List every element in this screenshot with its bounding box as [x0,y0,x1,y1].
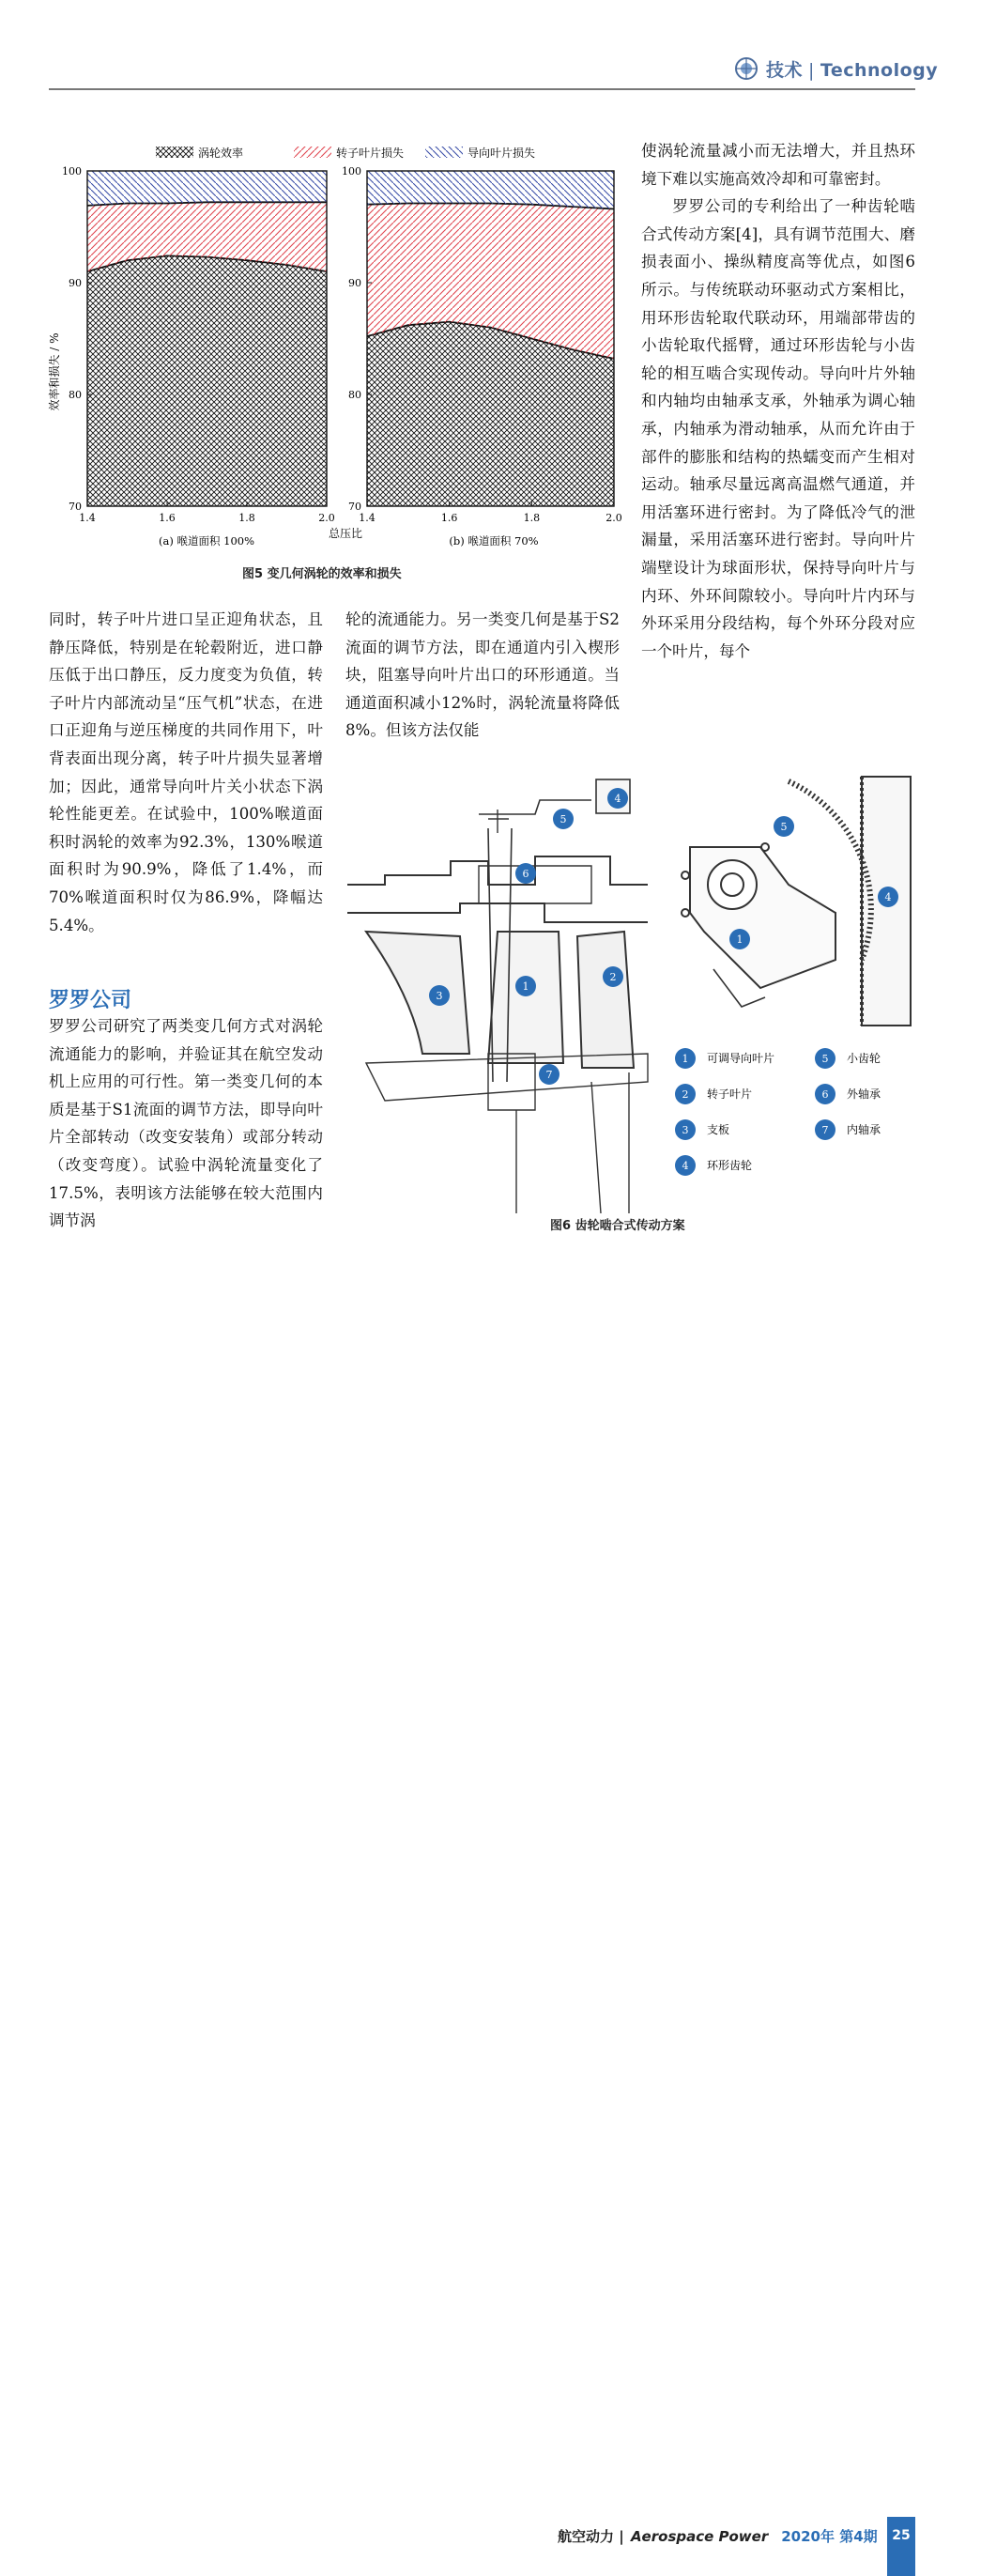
x-tick-label: 1.8 [238,512,255,524]
svg-text:1: 1 [736,933,743,946]
y-tick-label: 100 [62,165,82,177]
footer-journal: 航空动力 | Aerospace Power 2020年 第4期 [558,2528,878,2545]
section-title: 罗罗公司 [49,989,132,1012]
svg-text:4: 4 [614,793,621,805]
svg-text:3: 3 [682,1124,689,1136]
legend-item-7 [815,1119,881,1140]
svg-text:内轴承: 内轴承 [847,1123,881,1136]
figure-5-panel-b-label: (b) 喉道面积 70% [449,534,539,548]
figure-6 [347,772,915,1213]
y-tick-label: 70 [69,501,82,513]
x-tick-label: 1.6 [440,512,458,524]
marker-7-left [539,1064,559,1085]
figure-5-chart [45,137,627,560]
figure-5-xlabel: 总压比 [328,527,363,540]
marker-2-left [603,966,623,987]
svg-text:6: 6 [522,868,529,880]
legend-item-6 [815,1084,881,1104]
x-tick-label: 1.8 [523,512,541,524]
y-tick-label: 70 [348,501,361,513]
legend-label-rotor: 转子叶片损失 [336,147,405,160]
guide-loss-area [87,171,327,206]
svg-text:转子叶片: 转子叶片 [707,1087,753,1101]
legend-swatch-rotor [294,147,331,158]
column-left-paragraph-1: 同时，转子叶片进口呈正迎角状态，且静压降低，特别是在轮毂附近，进口静压低于出口静压，反力度变为负值，转子叶片内部流动呈“压气机”状态，在进口正迎角与逆压梯度的共同作用下，叶背表面出现分离，转子叶片损失显著增加；因此，通常导向叶片关小状态下涡轮性能更差。在试验中，100%喉道面积时涡轮的效率为92.3%，130%喉道面积时为90.9%，降低了1.4%，而70%喉道面积时仅为86.9%，降幅达5.4%。 [49,610,323,934]
header-section-en: Technology [820,60,939,81]
column-right [641,137,915,665]
x-tick-label: 1.4 [79,512,96,524]
marker-1-right [729,929,750,949]
legend-label-guide: 导向叶片损失 [468,147,536,160]
x-tick-label: 2.0 [605,512,622,524]
marker-5-left [553,809,574,829]
footer-issue: 2020年 第4期 [781,2528,878,2545]
svg-text:3: 3 [436,990,443,1002]
figure-5-caption: 图5 变几何涡轮的效率和损失 [242,567,402,581]
svg-text:可调导向叶片: 可调导向叶片 [707,1052,775,1065]
x-tick-label: 1.6 [159,512,176,524]
x-tick-label: 1.4 [359,512,376,524]
svg-text:6: 6 [821,1088,829,1101]
header-rule [49,88,915,90]
y-tick-label: 100 [342,165,361,177]
marker-3-left [429,985,450,1006]
svg-text:5: 5 [821,1053,829,1065]
column-left-top [49,606,323,939]
figure-6-gear-mechanism [682,777,911,1026]
figure-6-legend [675,1048,881,1176]
legend-label-efficiency: 涡轮效率 [198,147,244,160]
svg-text:外轴承: 外轴承 [847,1087,881,1101]
marker-5-right [774,816,794,837]
svg-text:5: 5 [780,821,788,833]
column-left-paragraph-2: 罗罗公司研究了两类变几何方式对涡轮流通能力的影响，并验证其在航空发动机上应用的可行性。第一类变几何的本质是基于S1流面的调节方法，即导向叶片全部转动（改变安装角）或部分转动（改变弯度）。试验中涡轮流量变化了17.5%，表明该方法能够在较大范围内调节涡 [49,1017,323,1230]
legend-swatch-efficiency [156,147,193,158]
column-right-paragraph-1: 使涡轮流量减小而无法增大，并且热环境下难以实施高效冷却和可靠密封。 [641,142,915,188]
svg-text:环形齿轮: 环形齿轮 [707,1159,753,1172]
svg-text:1: 1 [682,1053,689,1065]
marker-6-left [515,863,536,884]
legend-swatch-guide [425,147,463,158]
y-tick-label: 80 [348,389,361,401]
y-tick-label: 90 [69,277,82,289]
page-footer [0,1258,981,2545]
svg-text:7: 7 [545,1069,553,1081]
svg-text:支板: 支板 [707,1123,730,1136]
legend-item-5 [815,1048,881,1069]
marker-1-left [515,976,536,996]
svg-text:4: 4 [682,1160,689,1172]
y-tick-label: 90 [348,277,361,289]
marker-4-right [878,887,898,907]
legend-item-4 [675,1155,752,1176]
page-number: 25 [887,2517,915,2576]
figure-5-panel-b [342,165,622,524]
figure-5-legend [156,146,535,160]
legend-item-2 [675,1084,752,1104]
legend-item-1 [675,1048,774,1069]
marker-4-left [607,788,628,809]
figure-5-panel-a-label: (a) 喉道面积 100% [158,534,255,548]
svg-text:7: 7 [821,1124,829,1136]
header-section: 技术 | Technology [766,60,939,81]
svg-text:1: 1 [522,980,529,993]
figure-5-ylabel: 效率和损失 / % [48,332,61,411]
column-middle-paragraph: 轮的流通能力。另一类变几何是基于S2流面的调节方法，即在通道内引入楔形块，阻塞导向叶片出口的环形通道。当通道面积减小12%时，涡轮流量将降低8%。但该方法仅能 [345,610,620,740]
svg-text:2: 2 [609,971,617,983]
figure-6-caption: 图6 齿轮啮合式传动方案 [550,1219,685,1233]
column-left-bottom [49,1012,323,1235]
column-middle [345,606,620,745]
footer-journal-en: Aerospace Power [630,2528,769,2545]
y-tick-label: 80 [69,389,82,401]
journal-logo-icon [734,56,759,81]
guide-loss-area [367,171,614,209]
figure-6-diagram [347,772,915,1213]
column-right-paragraph-2: 罗罗公司的专利给出了一种齿轮啮合式传动方案[4]，具有调节范围大、磨损表面小、操纵精度高等优点，如图6所示。与传统联动环驱动式方案相比，用环形齿轮取代联动环，用端部带齿的小齿轮取代摇臂，通过环形齿轮与小齿轮的相互啮合实现传动。导向叶片外轴和内轴均由轴承支承，外轴承为调心轴承，内轴承为滑动轴承，从而允许由于部件的膨胀和结构的热蠕变而产生相对运动。轴承尽量远离高温燃气通道，并用活塞环进行密封。为了降低冷气的泄漏量，采用活塞环进行密封。导向叶片端壁设计为球面形状，保持导向叶片与内环、外环间隙较小。导向叶片内环与外环采用分段结构，每个外环分段对应一个叶片，每个 [641,197,915,660]
svg-text:5: 5 [559,813,567,825]
header-section-cn: 技术 [766,60,804,81]
svg-text:小齿轮: 小齿轮 [847,1052,881,1065]
x-tick-label: 2.0 [318,512,335,524]
svg-text:4: 4 [884,891,892,903]
page-header [0,0,981,94]
legend-item-3 [675,1119,729,1140]
svg-text:2: 2 [682,1088,689,1101]
figure-5 [45,137,627,560]
figure-5-panel-a [62,165,335,524]
footer-journal-cn: 航空动力 [558,2528,615,2545]
figure-6-cross-section [347,779,648,1213]
efficiency-area [87,255,327,506]
